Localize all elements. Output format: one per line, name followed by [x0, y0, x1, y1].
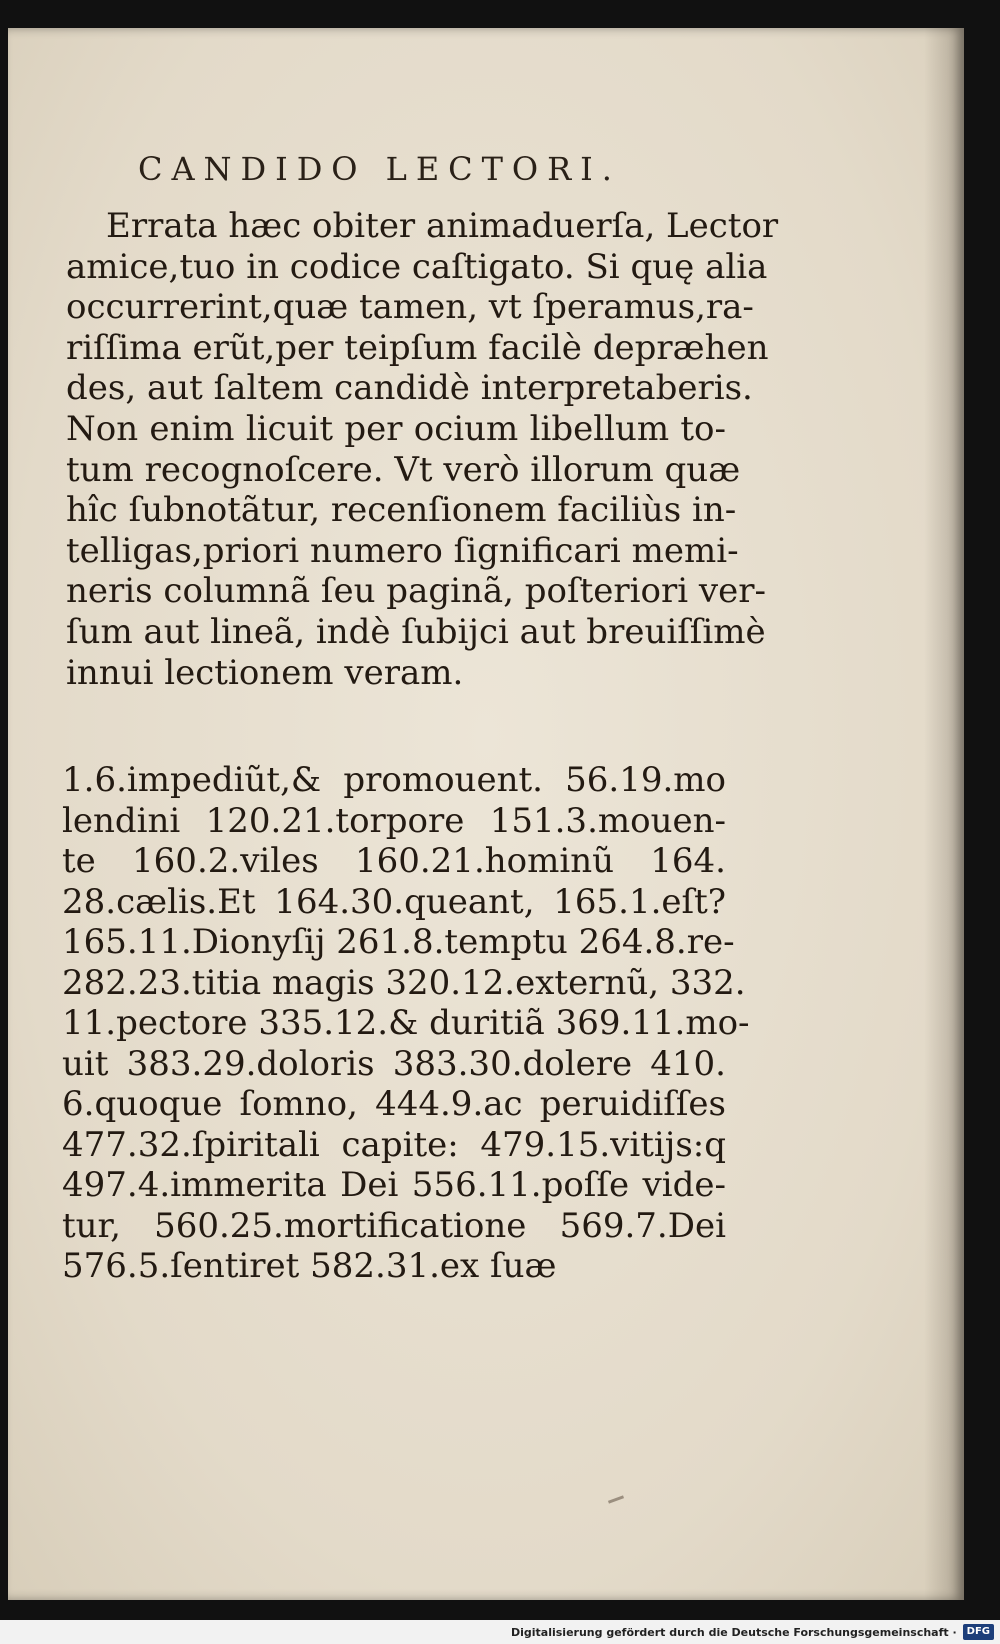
preface-line: telligas,priori numero ſignificari memi- — [66, 530, 739, 571]
errata-line: tur, 560.25.mortificatione 569.7.Dei — [62, 1205, 726, 1246]
errata-line: lendini 120.21.torpore 151.3.mouen- — [62, 800, 726, 841]
preface-line: Errata hæc obiter animaduerſa, Lector — [106, 206, 779, 246]
preface-line: des, aut ſaltem candidè interpretaberis. — [66, 368, 753, 409]
errata-line: 1.6.impediũt,& promouent. 56.19.mo — [62, 760, 726, 800]
errata-list — [62, 760, 750, 1287]
errata-line: 6.quoque ſomno, 444.9.ac peruidiſſes — [62, 1084, 726, 1124]
footer-credit: Digitalisierung gefördert durch die Deutsche Forschungsgemeinschaft · — [510, 1625, 957, 1639]
preface-line: neris columnã ſeu paginã, poſteriori ver- — [66, 571, 766, 612]
preface-line: hîc ſubnotãtur, recenſionem faciliùs in- — [66, 490, 737, 531]
dfg-logo: DFG — [963, 1624, 994, 1640]
preface-line: ſum aut lineã, indè ſubijci aut breuiſſimè — [66, 611, 766, 652]
errata-line: 11.pectore 335.12.& duritiã 369.11.mo- — [62, 1003, 750, 1043]
preface-paragraph — [66, 206, 779, 693]
preface-line: tum recognoſcere. Vt verò illorum quæ — [66, 449, 741, 490]
errata-line: 282.23.titia magis 320.12.externũ, 332. — [62, 962, 746, 1003]
errata-line: 28.cælis.Et 164.30.queant, 165.1.eſt? — [62, 881, 726, 922]
errata-line: 477.32.ſpiritali capite: 479.15.vitijs:q — [62, 1124, 726, 1165]
ink-mark — [608, 1495, 624, 1503]
digitization-footer — [0, 1620, 1000, 1644]
errata-line: 165.11.Dionyſij 261.8.temptu 264.8.re- — [62, 922, 735, 962]
preface-line: occurrerint,quæ tamen, vt ſperamus,ra- — [66, 287, 754, 328]
book-page — [8, 28, 964, 1600]
page-gutter-shadow — [924, 28, 964, 1600]
errata-line: te 160.2.viles 160.21.hominũ 164. — [62, 841, 726, 881]
preface-line: riſſima erũt,per teipſum facilè depræhen — [66, 327, 769, 368]
errata-line: uit 383.29.doloris 383.30.dolere 410. — [62, 1043, 726, 1084]
preface-line: amice,tuo in codice caſtigato. Si quę alia — [66, 246, 768, 287]
preface-line: Non enim licuit per ocium libellum to- — [66, 408, 726, 449]
errata-line: 576.5.ſentiret 582.31.ex ſuæ — [62, 1246, 557, 1286]
errata-line: 497.4.immerita Dei 556.11.poſſe vide- — [62, 1165, 726, 1205]
running-head: CANDIDO LECTORI. — [138, 150, 621, 188]
preface-line: innui lectionem veram. — [66, 652, 464, 693]
